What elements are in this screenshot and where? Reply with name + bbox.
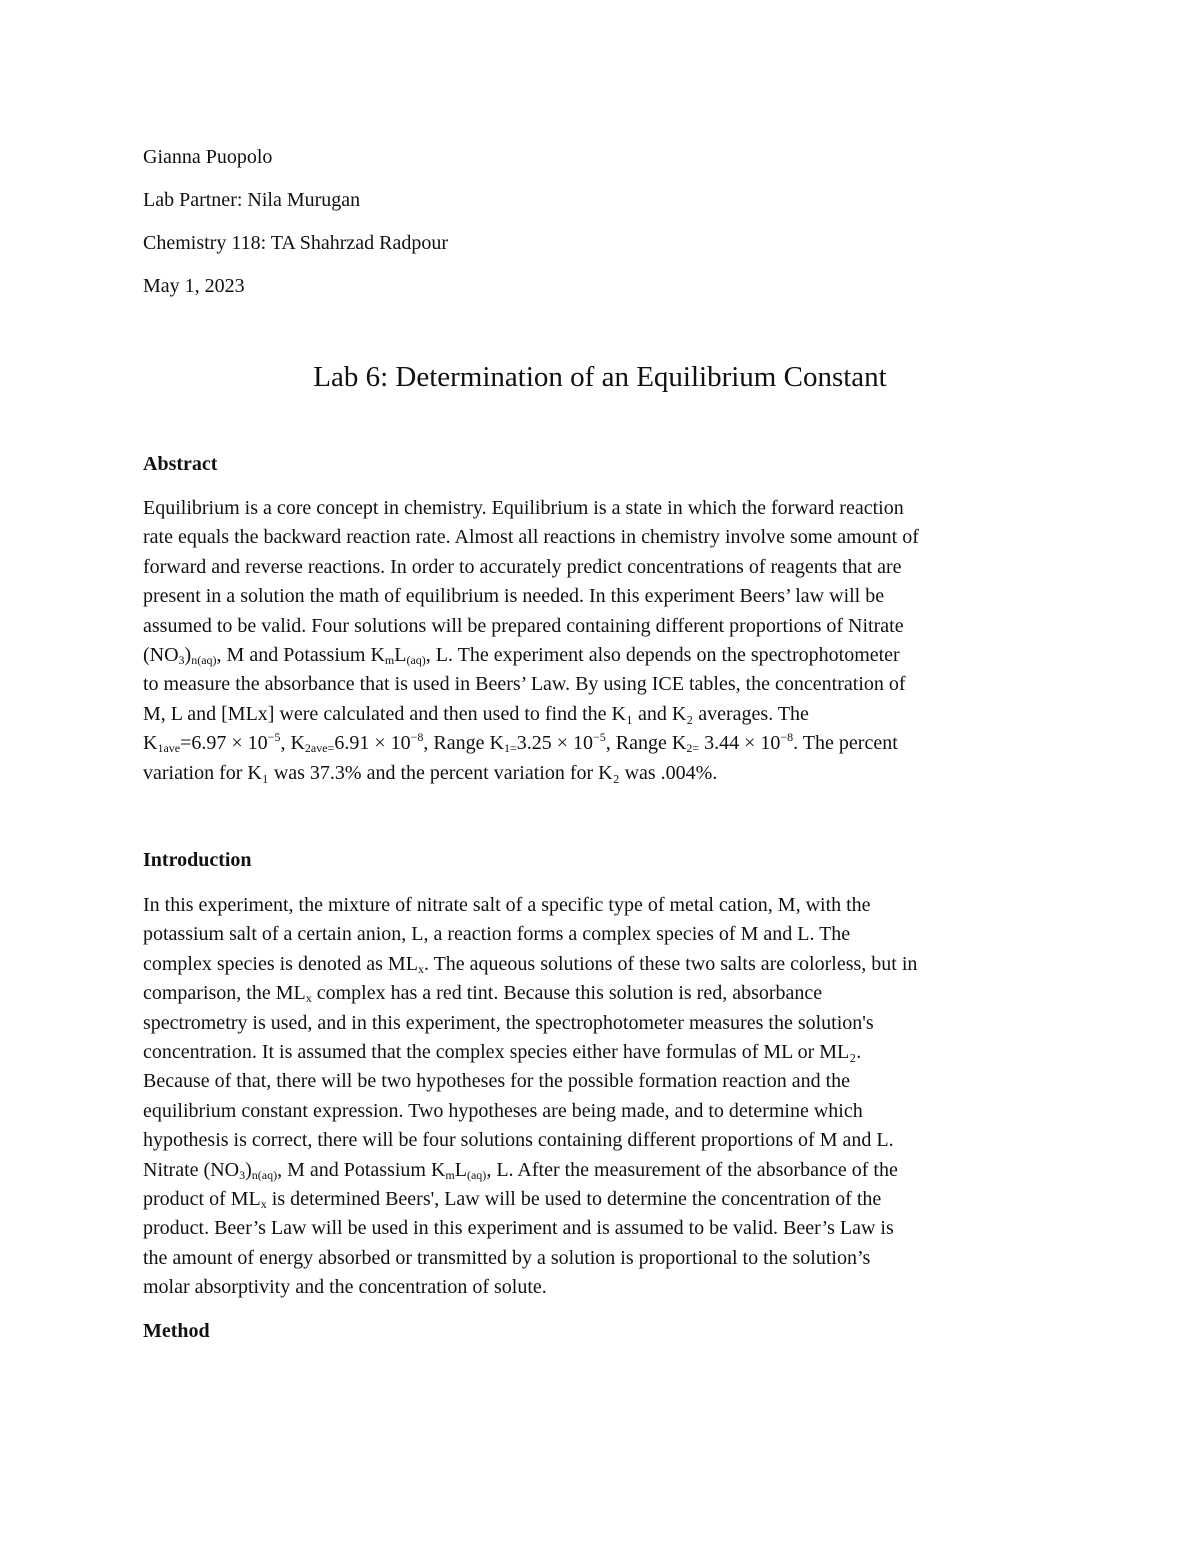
introduction-line: equilibrium constant expression. Two hypotheses are being made, and to determine which [143,1099,863,1122]
introduction-line: concentration. It is assumed that the complex species either have formulas of ML or ML₂. [143,1040,862,1063]
lab-partner: Lab Partner: Nila Murugan [143,189,361,211]
introduction-heading: Introduction [143,849,252,871]
introduction-line: comparison, the $ML_x$ complex has a red tint. Because this solution is red, absorbance [143,982,823,1006]
introduction-line: product. Beer’s Law will be used in this experiment and is assumed to be valid. Beer’s Law is [143,1217,894,1240]
abstract-heading: Abstract [143,453,218,475]
introduction-line: Because of that, there will be two hypotheses for the possible formation reaction and the [143,1070,851,1093]
introduction-line: hypothesis is correct, there will be four solutions containing different proportions of M and L. [143,1129,894,1152]
course-info: Chemistry 118: TA Shahrzad Radpour [143,232,449,254]
method-heading: Method [143,1320,210,1342]
introduction-line: In this experiment, the mixture of nitrate salt of a specific type of metal cation, M, with the [143,894,871,916]
abstract-line: Equilibrium is a core concept in chemistry. Equilibrium is a state in which the forward reaction [143,497,904,519]
abstract-line: assumed to be valid. Four solutions will be prepared containing different proportions of Nitrate [143,614,904,637]
abstract-line: $K_{1ave}=6.97 \times 10^{-5}$, $K_{2ave=}6.91 \times 10^{-8}$, Range $K_{1=}3.25 \times 10^{-5}$, Range $K_{2=}$ $3.44 \times 10^{-8}$. The percent [143,730,898,756]
abstract-paragraph [143,494,1063,788]
introduction-line: the amount of energy absorbed or transmitted by a solution is proportional to the solution’s [143,1246,871,1269]
abstract-line: M, L and [MLx] were calculated and then used to find the K₁ and K₂ averages. The [143,702,809,725]
author-name: Gianna Puopolo [143,146,273,168]
abstract-line: $(NO_3)_{n(aq)}$, M and Potassium $K_mL_{(aq)}$, L. The experiment also depends on the spectrophotometer [143,643,900,667]
abstract-line: to measure the absorbance that is used in Beers’ Law. By using ICE tables, the concentration of [143,673,906,696]
report-date: May 1, 2023 [143,275,245,297]
introduction-paragraph [143,891,1063,1302]
introduction-line: Nitrate $(NO_3)_{n(aq)}$, M and Potassium $K_mL_{(aq)}$, L. After the measurement of the absorbance of the [143,1158,898,1182]
abstract-line: present in a solution the math of equilibrium is needed. In this experiment Beers’ law will be [143,585,885,608]
introduction-line: spectrometry is used, and in this experiment, the spectrophotometer measures the solution's [143,1011,874,1034]
introduction-line: product of $ML_x$ is determined Beers', Law will be used to determine the concentration of the [143,1187,882,1211]
document-title: Lab 6: Determination of an Equilibrium Constant [313,361,887,393]
introduction-line: potassium salt of a certain anion, L, a reaction forms a complex species of M and L. The [143,923,851,946]
abstract-line: rate equals the backward reaction rate. Almost all reactions in chemistry involve some amount of [143,526,919,549]
abstract-line: forward and reverse reactions. In order to accurately predict concentrations of reagents that are [143,555,902,578]
introduction-line: complex species is denoted as $ML_x$. The aqueous solutions of these two salts are colorless, but in [143,952,918,976]
introduction-line: molar absorptivity and the concentration of solute. [143,1276,547,1299]
abstract-line: variation for K₁ was 37.3% and the percent variation for K₂ was .004%. [143,761,718,784]
